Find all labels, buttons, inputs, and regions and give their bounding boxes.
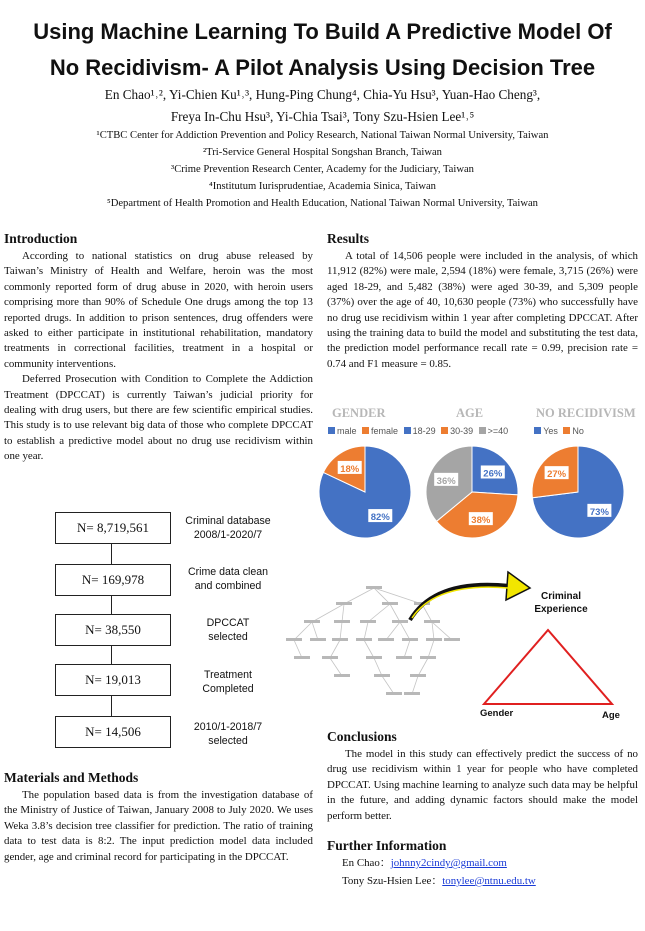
contact-email-link[interactable]: johnny2cindy@gmail.com bbox=[390, 857, 507, 869]
poster-title-line2: No Recidivism- A Pilot Analysis Using Decision Tree bbox=[49, 55, 596, 80]
legend-entry: >=40 bbox=[487, 426, 509, 436]
legend-entry: male bbox=[337, 426, 357, 436]
tree-node bbox=[334, 620, 350, 623]
tree-node bbox=[322, 656, 338, 659]
conclusions-heading: Conclusions bbox=[327, 729, 397, 744]
tree-node bbox=[304, 620, 320, 623]
methods-heading: Materials and Methods bbox=[4, 770, 139, 785]
pie-data-label: 27% bbox=[547, 469, 567, 481]
legend-entry: female bbox=[371, 426, 399, 436]
affiliation: ¹CTBC Center for Addiction Prevention and Policy Research, National Taiwan Normal University, Taiwan bbox=[96, 130, 549, 141]
pie-charts bbox=[310, 440, 640, 555]
legend-entry: Yes bbox=[543, 426, 558, 436]
affiliation: ³Crime Prevention Research Center, Academy for the Judiciary, Taiwan bbox=[171, 164, 474, 175]
tree-node bbox=[334, 674, 350, 677]
tree-edge bbox=[330, 640, 340, 658]
tree-node bbox=[356, 638, 372, 641]
introduction-paragraph: Deferred Prosecution with Condition to Complete the Addiction Treatment (DPCCAT) is currently Taiwan’s judicial priority for dealing with drug users, but there are few scientific empirical studies. This study is to use relevant big data of those who complete DPCCAT to establish a predictive model about no drug use recidivism within one year. bbox=[4, 373, 313, 463]
flow-connector bbox=[111, 646, 112, 666]
results-paragraph: A total of 14,506 people were included in the analysis, of which 11,912 (82%) were male, 2,594 (18%) were female, 3,715 (26%) were aged 18-29, and 5,482 (38%) were aged 30-39, and 5,309 people (37%) over the age of 40, 10,630 people (73%) who successfully have no drug use recidivism within 1 year after completing DPCCAT. After using the training data to build the model and substituting the test data, the prediction model performance recall rate = 0.99, precision rate = 0.74 and F1 measure = 0.85. bbox=[327, 250, 638, 370]
contact-name: Tony Szu-Hsien Lee： bbox=[342, 875, 443, 887]
tree-edge bbox=[364, 640, 374, 658]
legend-swatch bbox=[534, 427, 541, 434]
legend-swatch bbox=[404, 427, 411, 434]
flow-label: Crime data clean and combined bbox=[187, 566, 269, 592]
results-body bbox=[327, 249, 638, 372]
pie-data-label: 73% bbox=[589, 506, 609, 518]
pie-data-label: 82% bbox=[370, 512, 390, 524]
conclusions-body bbox=[327, 747, 638, 824]
flow-label: Treatment Completed bbox=[202, 669, 254, 695]
further-info-heading: Further Information bbox=[327, 838, 447, 853]
triangle-label-criminal: Criminal Experience bbox=[534, 591, 588, 615]
methods-body bbox=[4, 788, 313, 865]
flow-box: N= 38,550 bbox=[55, 614, 171, 646]
authors-line2: Freya In-Chu Hsu³, Yi-Chia Tsai³, Tony Szu-Hsien Lee¹˒⁵ bbox=[170, 109, 475, 124]
flow-label: 2010/1-2018/7 selected bbox=[193, 721, 263, 747]
legend-swatch bbox=[563, 427, 570, 434]
tree-node bbox=[310, 638, 326, 641]
legend-swatch bbox=[479, 427, 486, 434]
methods-paragraph: The population based data is from the investigation database of the Ministry of Justice of Taiwan, January 2008 to July 2020. We uses Weka 3.8’s decision tree classifier for prediction. The ratio of training data to test data is 8:2. The input prediction model data included gender, age and criminal record for participating in the DPCCAT. bbox=[4, 789, 313, 863]
factor-triangle-graphic bbox=[380, 560, 640, 730]
contact-email-link[interactable]: tonylee@ntnu.edu.tw bbox=[442, 875, 536, 887]
tree-edge bbox=[340, 622, 342, 640]
tree-node bbox=[336, 602, 352, 605]
authors-line1: En Chao¹˒², Yi-Chien Ku¹˒³, Hung-Ping Chung⁴, Chia-Yu Hsu³, Yuan-Hao Cheng³, bbox=[104, 87, 541, 102]
pie-data-label: 38% bbox=[471, 515, 491, 527]
tree-node bbox=[286, 638, 302, 641]
legend-swatch bbox=[441, 427, 448, 434]
flow-label: DPCCAT selected bbox=[206, 617, 250, 643]
tree-node bbox=[360, 620, 376, 623]
flow-connector bbox=[111, 596, 112, 616]
legend-swatch bbox=[362, 427, 369, 434]
triangle-label-age: Age bbox=[602, 710, 620, 721]
tree-node bbox=[332, 638, 348, 641]
flow-connector bbox=[111, 696, 112, 716]
flow-box: N= 169,978 bbox=[55, 564, 171, 596]
conclusions-paragraph: The model in this study can effectively predict the success of no drug use recidivism within 1 year for people who have completed DPCCAT. Using machine learning to analyze such data may be helpful in the future, and adding dynamic factors should make the model perform better. bbox=[327, 748, 638, 822]
tree-edge bbox=[364, 622, 368, 640]
tree-edge bbox=[344, 588, 374, 604]
contact-name: En Chao： bbox=[342, 857, 391, 869]
introduction-paragraph: According to national statistics on drug abuse released by Taiwan’s Ministry of Health and Welfare, heroin was the most commonly reported form of drug abuse in 2020, with heroin users comprising more than 90% of Schedule One drugs among the top 13 reported drugs. In addition to prison sentences, drug offenders were asked to either participate in institutional rehabilitation, mandatory treatments in correctional facilities, treatment in a hospital or community interventions. bbox=[4, 250, 313, 370]
tree-edge bbox=[294, 622, 312, 640]
pie-data-label: 26% bbox=[483, 468, 503, 480]
arrowhead-icon bbox=[506, 572, 530, 600]
flow-connector bbox=[111, 544, 112, 566]
legend-entry: 18-29 bbox=[412, 426, 436, 436]
chart-title-gender: GENDER bbox=[332, 406, 386, 420]
results-heading: Results bbox=[327, 231, 370, 246]
flow-box: N= 14,506 bbox=[55, 716, 171, 748]
legend-swatch bbox=[328, 427, 335, 434]
flow-box: N= 8,719,561 bbox=[55, 512, 171, 544]
tree-edge bbox=[312, 622, 318, 640]
introduction-heading: Introduction bbox=[4, 231, 78, 246]
legend-entry: No bbox=[572, 426, 584, 436]
tree-node bbox=[294, 656, 310, 659]
chart-title-recidivism: NO RECIDIVISM bbox=[536, 406, 636, 420]
pie-data-label: 36% bbox=[436, 475, 456, 487]
legend-entry: 30-39 bbox=[450, 426, 474, 436]
affiliation: ²Tri-Service General Hospital Songshan Branch, Taiwan bbox=[203, 147, 442, 158]
chart-title-age: AGE bbox=[456, 406, 484, 420]
flow-box: N= 19,013 bbox=[55, 664, 171, 696]
contact-line bbox=[342, 856, 632, 871]
chart-legend bbox=[325, 426, 584, 436]
tree-edge bbox=[294, 640, 302, 658]
poster-title-line1: Using Machine Learning To Build A Predictive Model Of bbox=[33, 19, 612, 44]
flow-label: Criminal database 2008/1-2020/7 bbox=[185, 515, 271, 541]
triangle-label-gender: Gender bbox=[480, 708, 514, 719]
affiliation: ⁴Institutum Iurisprudentiae, Academia Sinica, Taiwan bbox=[209, 181, 436, 192]
affiliation: ⁵Department of Health Promotion and Health Education, National Taiwan Normal University, Taiwan bbox=[107, 198, 538, 209]
contact-line bbox=[342, 874, 632, 889]
pie-data-label: 18% bbox=[340, 463, 360, 475]
tree-edge bbox=[312, 604, 344, 622]
tree-edge bbox=[330, 658, 342, 676]
triangle-shape bbox=[484, 630, 612, 704]
introduction-body bbox=[4, 249, 313, 465]
tree-edge bbox=[342, 604, 344, 622]
